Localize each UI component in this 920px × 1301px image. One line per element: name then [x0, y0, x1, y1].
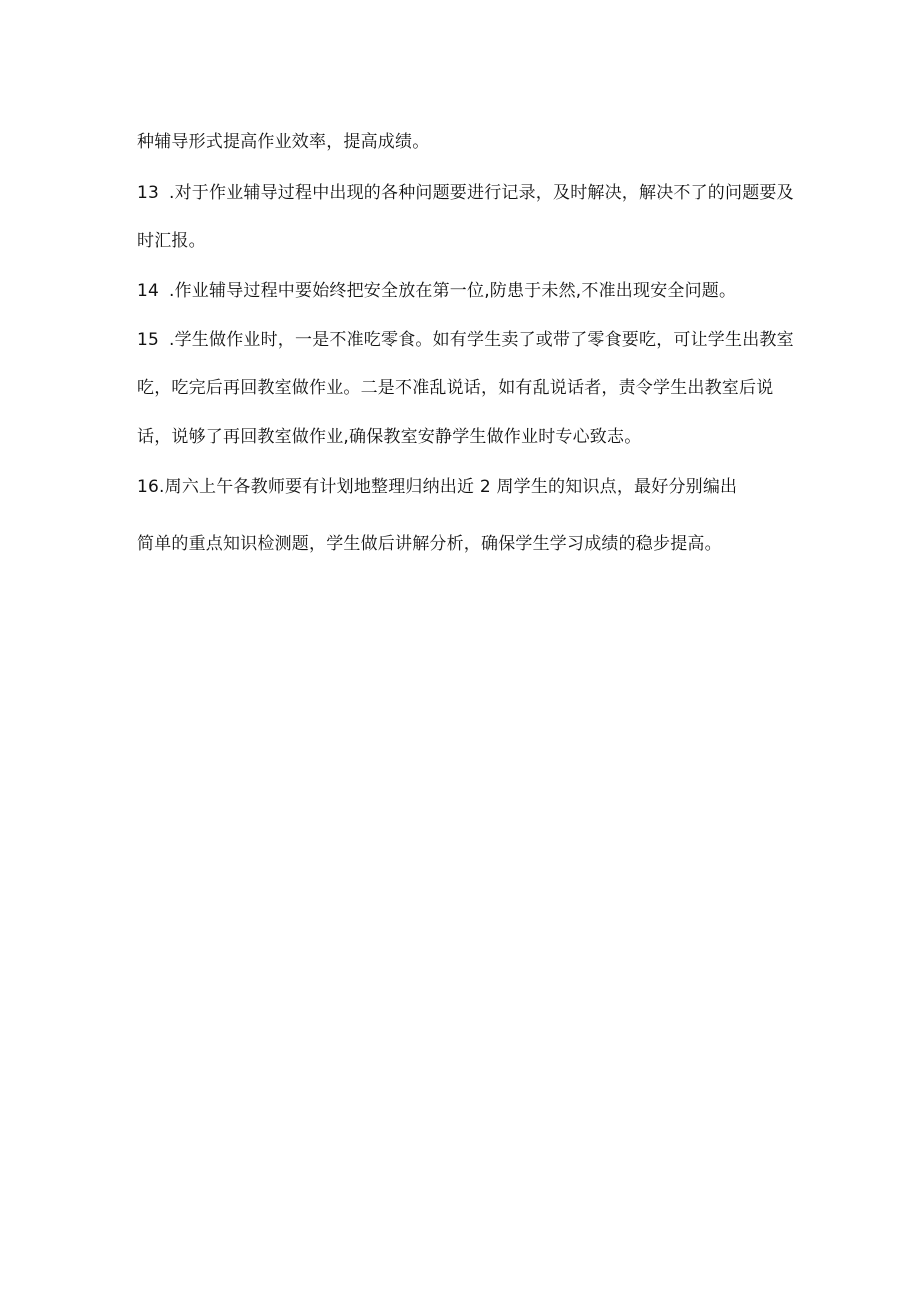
list-item-14 [137, 280, 736, 302]
line-text: .学生做作业时，一是不准吃零食。如有学生卖了或带了零食要吃，可让学生出教室 [169, 330, 794, 350]
item-number: 14 [137, 281, 160, 301]
list-item-13 [137, 182, 794, 204]
line-text: 种辅导形式提高作业效率，提高成绩。 [137, 132, 430, 152]
list-item-16 [137, 476, 737, 498]
line-text: 时汇报。 [137, 231, 206, 251]
paragraph-line [137, 426, 641, 448]
paragraph-line [137, 230, 206, 252]
paragraph-line [137, 377, 773, 399]
item-number: 15 [137, 330, 160, 350]
paragraph-line [137, 131, 429, 153]
line-text: 16.周六上午各教师要有计划地整理归纳出近 2 周学生的知识点，最好分别编出 [137, 477, 738, 497]
line-text: .作业辅导过程中要始终把安全放在第一位,防患于未然,不准出现安全问题。 [169, 281, 737, 301]
line-text: 吃，吃完后再回教室做作业。二是不准乱说话，如有乱说话者，责令学生出教室后说 [137, 378, 774, 398]
line-text: 简单的重点知识检测题，学生做后讲解分析，确保学生学习成绩的稳步提高。 [137, 534, 722, 554]
item-number: 13 [137, 183, 160, 203]
paragraph-line [137, 533, 722, 555]
list-item-15 [137, 329, 794, 351]
line-text: .对于作业辅导过程中出现的各种问题要进行记录，及时解决，解决不了的问题要及 [169, 183, 794, 203]
line-text: 话，说够了再回教室做作业,确保教室安静学生做作业时专心致志。 [137, 427, 642, 447]
